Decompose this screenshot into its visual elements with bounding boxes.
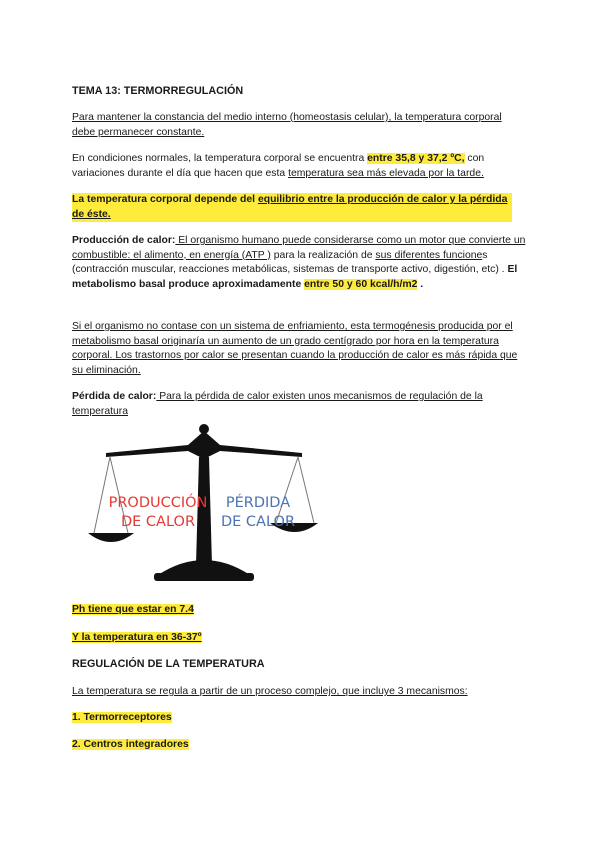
paragraph-cooling: Si el organismo no contase con un sistema de enfriamiento, esta termogénesis producida por el metabolismo basal originaría un aumento de un grado centígrado por hora en la temperatura corporal. Los trastornos por calor se presentan cuando la producción de calor es más rápida que su eliminación.: [72, 321, 518, 376]
normal-temp-range: entre 35,8 y 37,2 ºC,: [367, 153, 465, 164]
ph-note-text: Ph tiene que estar en 7.4: [72, 604, 194, 615]
heat-production-functions: sus diferentes funcione: [375, 249, 483, 261]
temperature-note: [72, 631, 527, 646]
loss-label-line1: PÉRDIDA: [225, 495, 291, 511]
basal-metabolism-end: .: [417, 278, 424, 290]
list-item-thermoreceptors-text: 1. Termorreceptores: [72, 712, 172, 723]
paragraph-homeostasis: Para mantener la constancia del medio interno (homeostasis celular), la temperatura corporal debe permanecer constante.: [72, 112, 502, 138]
normal-temp-text: En condiciones normales, la temperatura corporal se encuentra: [72, 153, 368, 164]
equilibrium-text: La temperatura corporal depende del: [72, 194, 258, 205]
section-heading-regulation: REGULACIÓN DE LA TEMPERATURA: [72, 658, 265, 670]
balance-scale-figure: [88, 405, 318, 590]
normal-temp-text-2: con variaciones durante el día que hacen que esta: [72, 153, 485, 179]
loss-label-line2: DE CALOR: [220, 514, 296, 530]
page-title: TEMA 13: TERMORREGULACIÓN: [72, 85, 244, 97]
paragraph-heat-production: [72, 234, 527, 292]
equilibrium-key: equilibrio entre la producción de calor y la pérdida de éste.: [72, 194, 508, 220]
paragraph-normal-temperature: [72, 152, 527, 181]
heat-loss-text: Para la pérdida de calor existen unos mecanismos de regulación de la temperatura: [72, 391, 483, 417]
paragraph-regulation: La temperatura se regula a partir de un proceso complejo, que incluye 3 mecanismos:: [72, 686, 468, 697]
basal-metabolism-value: entre 50 y 60 kcal/h/m2: [304, 278, 418, 290]
balance-scale-icon: [88, 405, 318, 590]
normal-temp-afternoon: temperatura sea más elevada por la tarde.: [288, 167, 484, 179]
list-item-integrating-centers: [72, 738, 527, 753]
basal-metabolism-text: El metabolismo basal produce aproximadamente: [72, 264, 518, 290]
heat-production-engine: El organismo humano puede considerarse como un motor que convierte un combustible: el alimento, en energía (ATP ): [72, 235, 526, 261]
heat-production-label: Producción de calor:: [72, 235, 176, 246]
heat-loss-label: Pérdida de calor:: [72, 391, 157, 402]
heat-production-text: para la realización de: [270, 249, 376, 261]
temperature-note-text: Y la temperatura en 36-37º: [72, 632, 202, 643]
list-item-thermoreceptors: [72, 711, 527, 726]
production-label-line2: DE CALOR: [120, 514, 196, 530]
production-label-line1: PRODUCCIÓN: [108, 495, 208, 511]
heat-production-text-2: s (contracción muscular, reacciones metabólicas, sistemas de transporte activo, digestión, etc) .: [72, 249, 508, 276]
paragraph-equilibrium: [72, 193, 512, 222]
ph-note: [72, 603, 527, 618]
list-item-integrating-centers-text: 2. Centros integradores: [72, 739, 189, 750]
